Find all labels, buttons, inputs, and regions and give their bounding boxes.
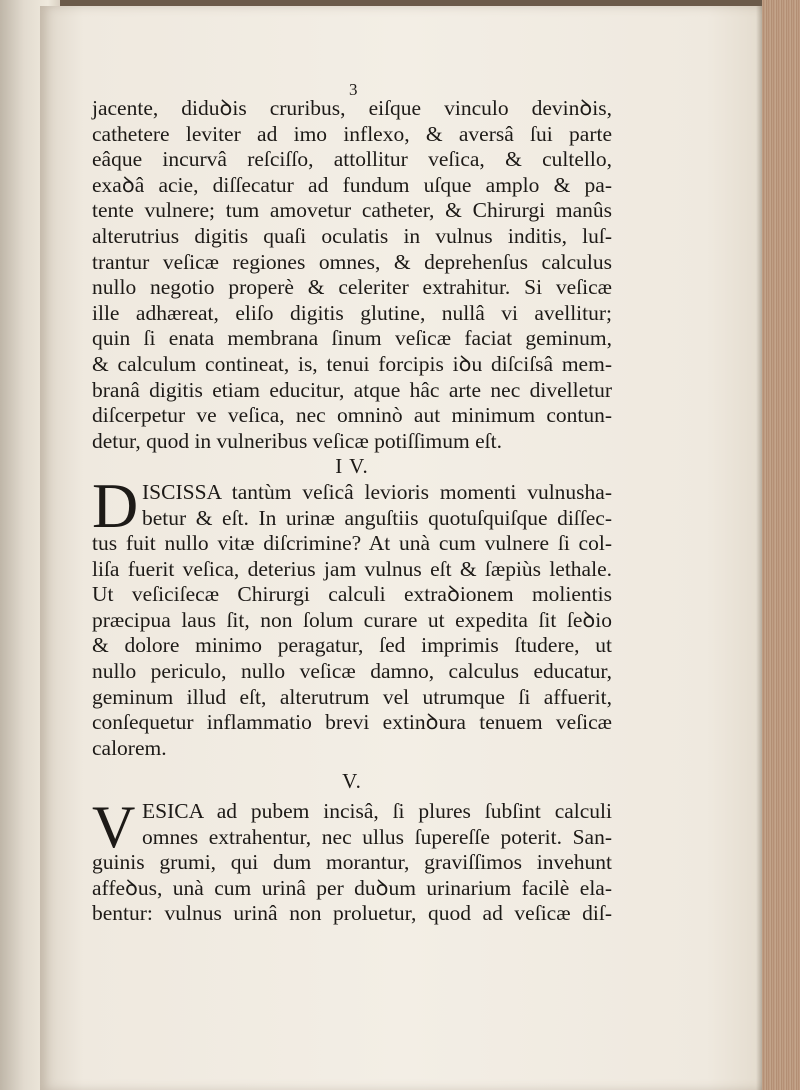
section-4-lines	[92, 531, 612, 761]
text-line: calorem.	[92, 735, 167, 760]
text-line: nullo periculo, nullo veſicæ damno, calculus educatur,	[92, 659, 612, 684]
text-line: tus fuit nullo vitæ diſcrimine? At unà cum vulnere ſi col-	[92, 531, 612, 556]
text-line: omnes extrahentur, nec ullus ſupereſſe poterit. San-	[142, 824, 612, 849]
section-heading-5: V.	[342, 769, 362, 794]
text-line: alterutrius digitis quaſi oculatis in vulnus inditis, luſ-	[92, 223, 612, 248]
drop-cap-lines	[92, 799, 612, 850]
text-line: betur & eſt. In urinæ anguſtiis quotuſquiſque diſſec-	[142, 505, 612, 530]
book-right-edge	[762, 0, 800, 1090]
text-line: cathetere leviter ad imo inflexo, & aversâ ſui parte	[92, 121, 612, 146]
text-line: ISCISSA tantùm veſicâ levioris momenti vulnusha-	[142, 479, 612, 504]
text-line: quin ſi enata membrana ſinum veſicæ faciat geminum,	[92, 326, 612, 351]
text-line: diſcerpetur ve veſica, nec omninò aut minimum contun-	[92, 403, 612, 428]
drop-cap-d: D	[92, 469, 139, 541]
drop-cap-lines	[92, 480, 612, 531]
section-5-lines	[92, 850, 612, 927]
text-line: eâque incurvâ reſciſſo, attollitur veſica, & cultello,	[92, 147, 612, 172]
text-line: & calculum contineat, is, tenui forcipis iꝺu diſciſsâ mem-	[92, 351, 612, 376]
section-4-body	[92, 469, 612, 762]
drop-cap-v: V	[92, 794, 136, 861]
text-line: liſa fuerit veſica, deterius jam vulnus eſt & ſæpiùs lethale.	[92, 556, 612, 581]
text-line: bentur: vulnus urinâ non proluetur, quod ad veſicæ diſ-	[92, 901, 612, 926]
text-line: trantur veſicæ regiones omnes, & deprehenſus calculus	[92, 249, 612, 274]
page-text	[92, 96, 612, 927]
paragraph-continued	[92, 96, 612, 454]
text-line: geminum illud eſt, alterutrum vel utrumque ſi affuerit,	[92, 684, 612, 709]
text-line: & dolore minimo peragatur, ſed imprimis ſtudere, ut	[92, 633, 612, 658]
text-line: Ut veſiciſecæ Chirurgi calculi extraꝺionem molientis	[92, 582, 612, 607]
text-line: affeꝺus, unà cum urinâ per duꝺum urinarium facilè ela-	[92, 875, 612, 900]
page-number: 3	[349, 80, 358, 99]
text-line: præcipua laus ſit, non ſolum curare ut expedita ſit ſeꝺio	[92, 607, 612, 632]
text-line: guinis grumi, qui dum morantur, graviſſimos invehunt	[92, 850, 612, 875]
text-line: jacente, diduꝺis cruribus, eiſque vinculo devinꝺis,	[92, 96, 612, 120]
text-line: nullo negotio properè & celeriter extrahitur. Si veſicæ	[92, 275, 612, 300]
section-heading-4: I V.	[335, 454, 369, 479]
text-line: tente vulnere; tum amovetur catheter, & Chirurgi manûs	[92, 198, 612, 223]
text-line: exaꝺâ acie, diſſecatur ad fundum uſque amplo & pa-	[92, 172, 612, 197]
text-line: ille adhæreat, eliſo digitis glutine, nullâ vi avellitur;	[92, 300, 612, 325]
section-5-body	[92, 794, 612, 927]
text-line: conſequetur inflammatio brevi extinꝺura tenuem veſicæ	[92, 710, 612, 735]
text-line: ESICA ad pubem incisâ, ſi plures ſubſint calculi	[142, 799, 612, 824]
text-line: branâ digitis etiam educitur, atque hâc arte nec divelletur	[92, 377, 612, 402]
text-line: detur, quod in vulneribus veſicæ potiſſimum eſt.	[92, 428, 502, 453]
